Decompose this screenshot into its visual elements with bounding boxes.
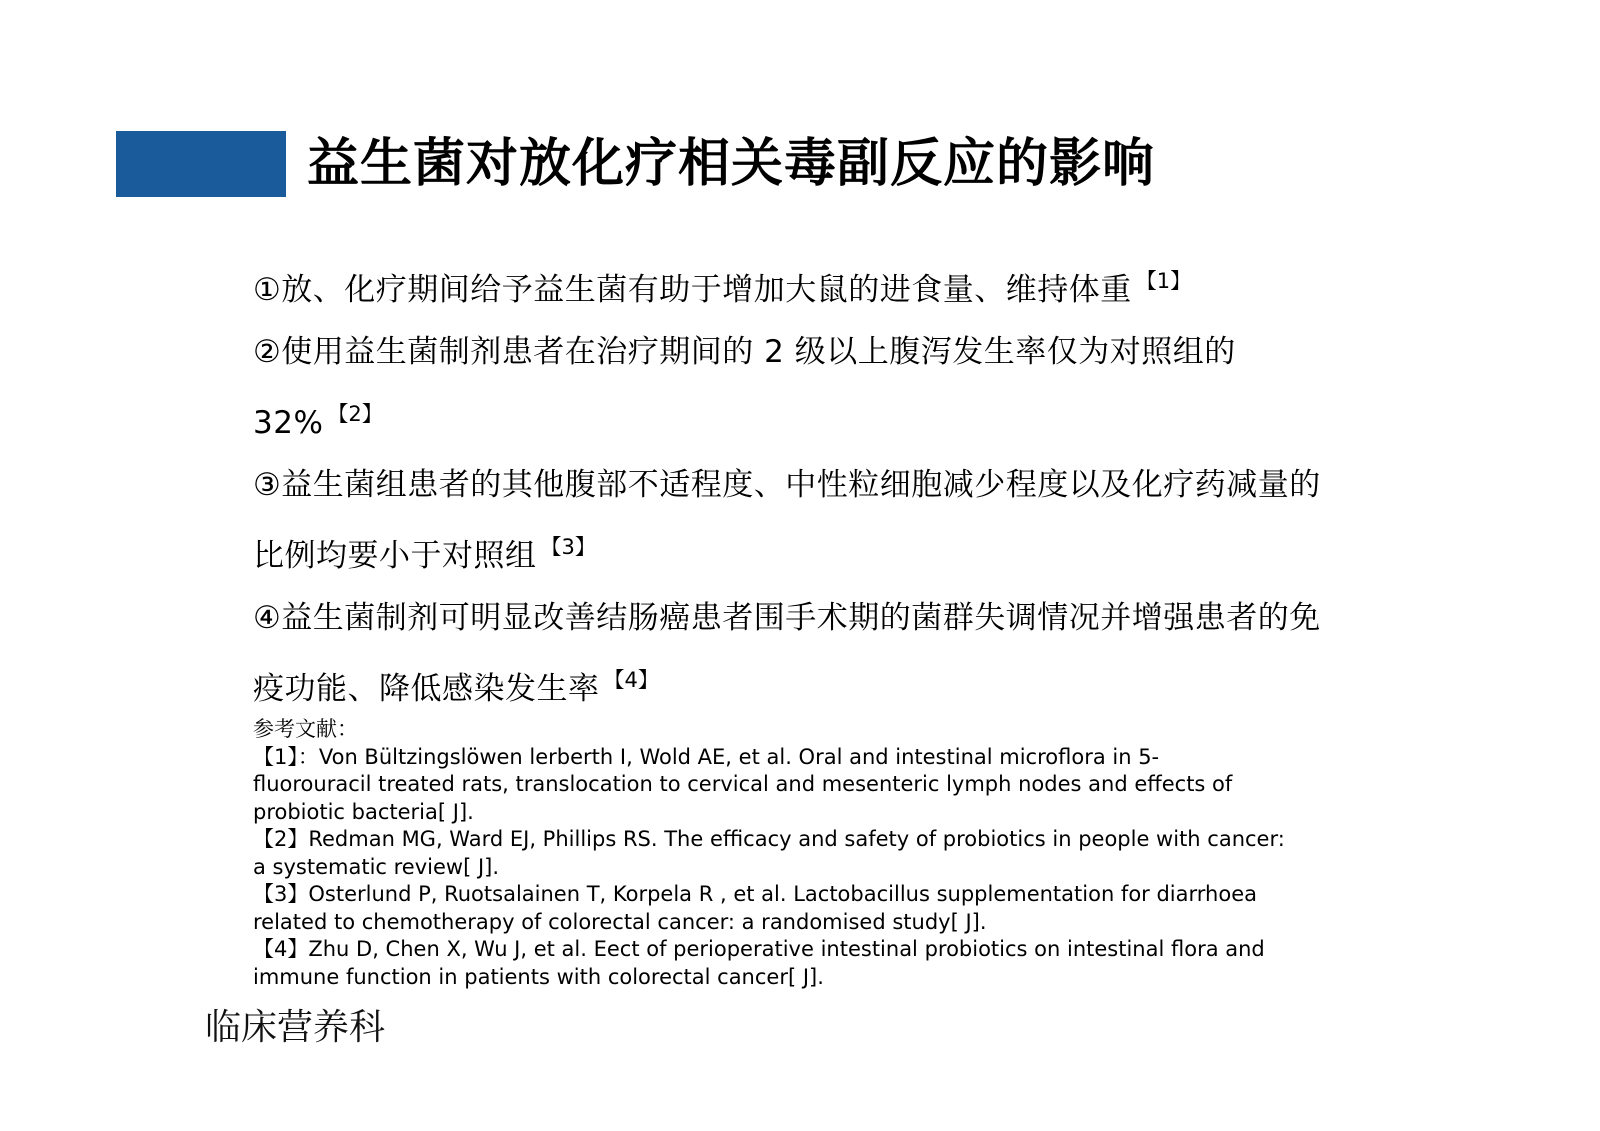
key-point-text: ③益生菌组患者的其他腹部不适程度、中性粒细胞减少程度以及化疗药减量的比例均要小于对照组 (253, 467, 1321, 574)
key-point-3 (253, 454, 1333, 587)
key-point-1 (253, 250, 1333, 321)
title-accent-bar (116, 131, 286, 197)
department-footer: 临床营养科 (205, 1007, 386, 1048)
key-point-text: ④益生菌制剂可明显改善结肠癌患者围手术期的菌群失调情况并增强患者的免疫功能、降低感染发生率 (253, 600, 1321, 707)
citation-marker: 【2】 (327, 402, 383, 426)
slide-title: 益生菌对放化疗相关毒副反应的影响 (307, 134, 1156, 194)
key-points (253, 250, 1333, 720)
key-point-text: ②使用益生菌制剂患者在治疗期间的 2 级以上腹泻发生率仅为对照组的32% (253, 334, 1236, 441)
citation-marker: 【3】 (540, 535, 596, 559)
reference-item: 【3】Osterlund P, Ruotsalainen T, Korpela R , et al. Lactobacillus supplementation for diarrhoea related to chemotherapy of colorectal cancer: a randomised study[ J]. (253, 882, 1257, 934)
key-point-text: ①放、化疗期间给予益生菌有助于增加大鼠的进食量、维持体重 (253, 272, 1132, 308)
key-point-4 (253, 587, 1333, 720)
citation-marker: 【4】 (603, 668, 659, 692)
reference-item: 【4】Zhu D, Chen X, Wu J, et al. Eect of perioperative intestinal probiotics on intestinal flora and immune function in patients with colorectal cancer[ J]. (253, 937, 1265, 989)
reference-item: 【1】：Von Bültzingslöwen lerberth I, Wold AE, et al. Oral and intestinal microflora in 5- fluorouracil treated rats, translocation to cervical and mesenteric lymph nodes and effects of probiotic bacteria[ J]. (253, 744, 1233, 824)
key-point-2 (253, 321, 1333, 454)
references (253, 716, 1353, 991)
citation-marker: 【1】 (1135, 269, 1192, 293)
reference-item: 【2】Redman MG, Ward EJ, Phillips RS. The efficacy and safety of probiotics in people with cancer: a systematic review[ J]. (253, 827, 1285, 879)
references-heading: 参考文献： (253, 717, 358, 741)
